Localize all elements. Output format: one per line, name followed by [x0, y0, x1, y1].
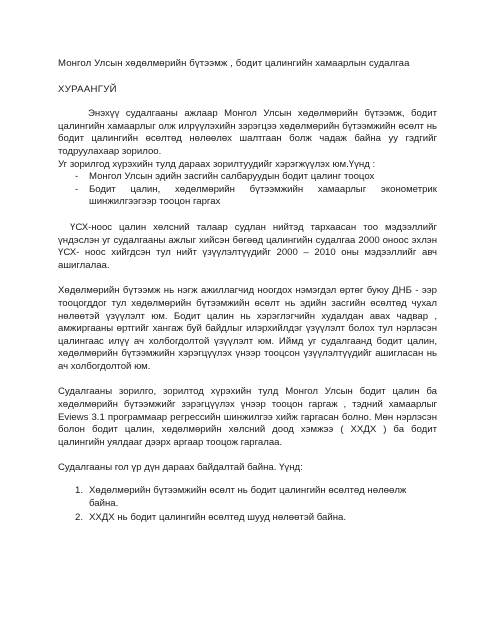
goal-intro: Уг зорилгод хүрэхийн тулд дараах зорилтуудийг хэрэгжүүлэх юм.Үүнд :	[58, 158, 376, 170]
abstract-paragraph: Энэхүү судалгааны ажлаар Монгол Улсын хөдөлмөрийн бүтээмж, бодит цалингийн хамаарлыг олж илрүүлэхийн зэрэгцээ хөдөлмөрийн бүтээмжийн өсөлт нь бодит цалингийн өсөлтөд нөлөөлөх шалтгаан болж чадаж байна уу гэдгийг тодруулахаар зорилоо.	[58, 108, 437, 157]
goal-list	[58, 171, 437, 209]
list-bullet: -	[75, 183, 79, 195]
goal-item	[75, 171, 437, 184]
goal-item-text: Монгол Улсын эдийн засгийн салбаруудын бодит цалинг тооцох	[89, 171, 375, 183]
productivity-paragraph: Хөдөлмөрийн бүтээмж нь нэгж ажиллагчид ноогдох нэмэгдэл өртөг буюу ДНБ - ээр тооцогддог тул хөдөлмөрийн бүтээмжийн өсөлт нь эдийн засгийн өсөлтөд чухал нөлөөтэй үзүүлэлт юм. Бодит цалин нь хэрэглэгчийн худалдан авах чадвар , амжиргааны өртгийг хангаж буй байдлыг илэрхийлдэг үзүүлэлт болох тул нэрлэсэн цалингаас илүү ач холбогдолтой үзүүлэлт юм. Иймд уг судалгаанд бодит цалин, хөдөлмөрийн бүтээмжийн хэрэгцүүлэх үнээр тооцсон үзүүлэлтүүдийг ашигласан нь ач холбогдолтой юм.	[58, 285, 437, 372]
results-intro: Судалгааны гол үр дүн дараах байдалтай байна. Үүнд:	[58, 462, 303, 474]
result-text: Хөдөлмөрийн бүтээмжийн өсөлт нь бодит цалингийн өсөлтөд нөлөөлж байна.	[89, 485, 407, 509]
result-number: 2.	[75, 512, 84, 524]
result-text: ХХДХ нь бодит цалингийн өсөлтөд шууд нөлөөтэй байна.	[89, 512, 347, 524]
goal-item-text: Бодит цалин, хөдөлмөрийн бүтээмжийн хамаарлыг эконометрик шинжилгээгээр тооцон гаргах	[89, 183, 437, 208]
result-item	[75, 512, 437, 525]
abstract-heading: ХУРААНГУЙ	[58, 83, 117, 95]
method-paragraph: Судалгааны зорилго, зорилтод хүрэхийн тулд Монгол Улсын бодит цалин ба хөдөлмөрийн бүтээмжийг зэрэгцүүлэх үнээр тооцон гаргаж , тэдний хамаарлыг Eviews 3.1 программаар регрессийн шинжилгээ хийж гаргасан болно. Мөн нэрлэсэн болон бодит цалин, хөдөлмөрийн хөлсний доод хэмжээ ( ХХДХ ) ба бодит цалингийн уялдааг дээрх аргаар тооцож гаргалаа.	[58, 386, 437, 448]
goal-item	[75, 184, 437, 209]
data-source-paragraph: ҮСХ-ноос цалин хөлсний талаар судлан нийтэд тархаасан тоо мэдээллийг үндэслэн уг судалгааны ажлыг хийсэн бөгөөд цалингийн судалгаа 2000 оноос эхлэн ҮСХ- ноос хийгдсэн тул нийт үзүүлэлтүүдийг 2000 – 2010 оны мэдээллийг авч ашиглалаа.	[58, 221, 437, 271]
document-title: Монгол Улсын хөдөлмөрийн бүтээмж , бодит цалингийн хамаарлын судалгаа	[58, 58, 410, 69]
result-item	[75, 485, 437, 510]
result-number: 1.	[75, 485, 84, 497]
results-list	[58, 485, 437, 525]
list-bullet: -	[75, 171, 79, 183]
